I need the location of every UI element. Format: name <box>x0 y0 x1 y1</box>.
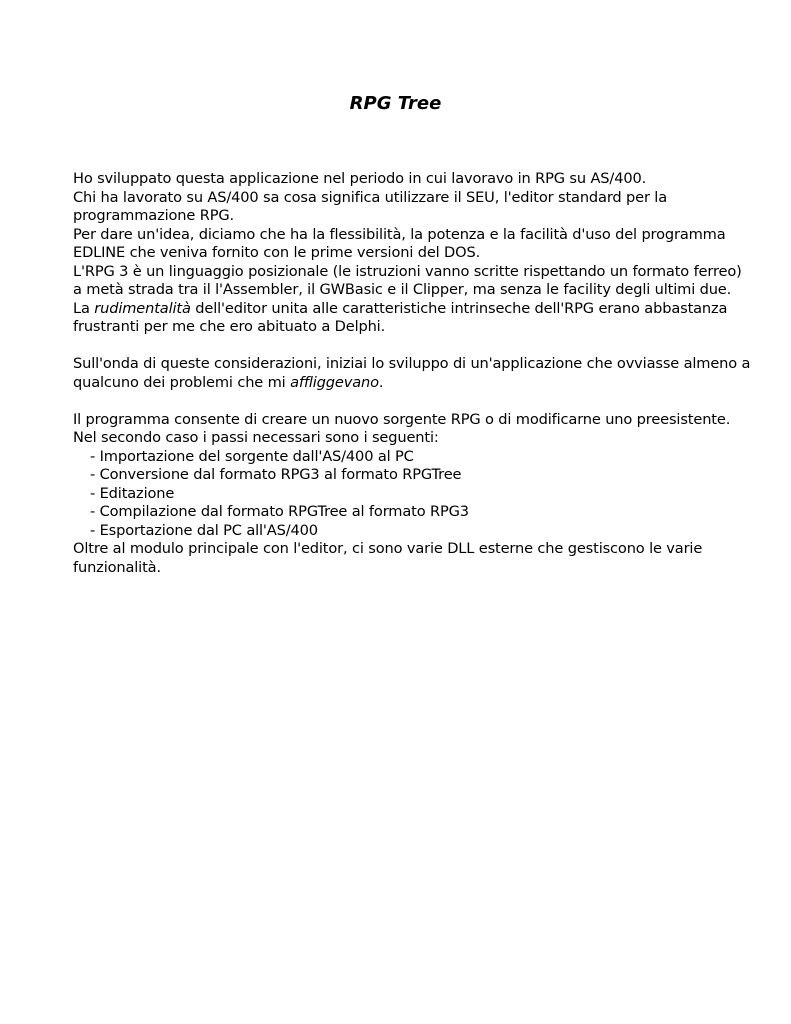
paragraph-spacer <box>73 392 733 411</box>
paragraph-text: funzionalità. <box>73 558 161 576</box>
list-item: - Editazione <box>90 484 175 502</box>
list-item: - Esportazione dal PC all'AS/400 <box>90 521 318 539</box>
paragraph-text: frustranti per me che ero abituato a Delphi. <box>73 318 386 335</box>
paragraph-text: Il programma consente di creare un nuovo sorgente RPG o di modificarne uno preesistente. <box>73 410 731 428</box>
list-item: - Importazione del sorgente dall'AS/400 al PC <box>90 447 414 465</box>
paragraph-text: Ho sviluppato questa applicazione nel periodo in cui lavoravo in RPG su AS/400. <box>73 170 647 187</box>
steps-list <box>73 448 733 541</box>
paragraph-text: Chi ha lavorato su AS/400 sa cosa significa utilizzare il SEU, l'editor standard per la <box>73 188 667 206</box>
paragraph-text: Nel secondo caso i passi necessari sono i seguenti: <box>73 429 439 446</box>
emphasis-text: affliggevano <box>290 373 379 391</box>
paragraph-text: L'RPG 3 è un linguaggio posizionale (le istruzioni vanno scritte rispettando un formato ferreo) <box>73 262 742 280</box>
paragraph-text: programmazione RPG. <box>73 207 235 224</box>
paragraph-text: Oltre al modulo principale con l'editor, ci sono varie DLL esterne che gestiscono le varie <box>73 540 703 557</box>
text-segment: dell'editor unita alle caratteristiche intrinseche dell'RPG erano abbastanza <box>190 299 728 317</box>
paragraph-text: Per dare un'idea, diciamo che ha la flessibilità, la potenza e la facilità d'uso del programma <box>73 225 726 243</box>
paragraph-text <box>73 374 733 393</box>
emphasis-text: rudimentalità <box>94 299 191 317</box>
text-segment: qualcuno dei problemi che mi <box>73 373 291 391</box>
text-segment: . <box>378 373 384 391</box>
paragraph-text: EDLINE che veniva fornito con le prime versioni del DOS. <box>73 244 481 261</box>
paragraph-spacer <box>73 337 733 356</box>
list-item: - Conversione dal formato RPG3 al formato RPGTree <box>90 466 462 483</box>
page-title: RPG Tree <box>349 93 442 114</box>
list-item: - Compilazione dal formato RPGTree al formato RPG3 <box>90 503 469 520</box>
paragraph-text: Sull'onda di queste considerazioni, iniziai lo sviluppo di un'applicazione che ovviasse almeno a <box>73 355 751 372</box>
paragraph-text <box>73 300 733 319</box>
paragraph-text: a metà strada tra il l'Assembler, il GWBasic e il Clipper, ma senza le facility degli ultimi due. <box>73 281 732 298</box>
text-segment: La <box>73 299 95 317</box>
document-body <box>73 170 751 577</box>
